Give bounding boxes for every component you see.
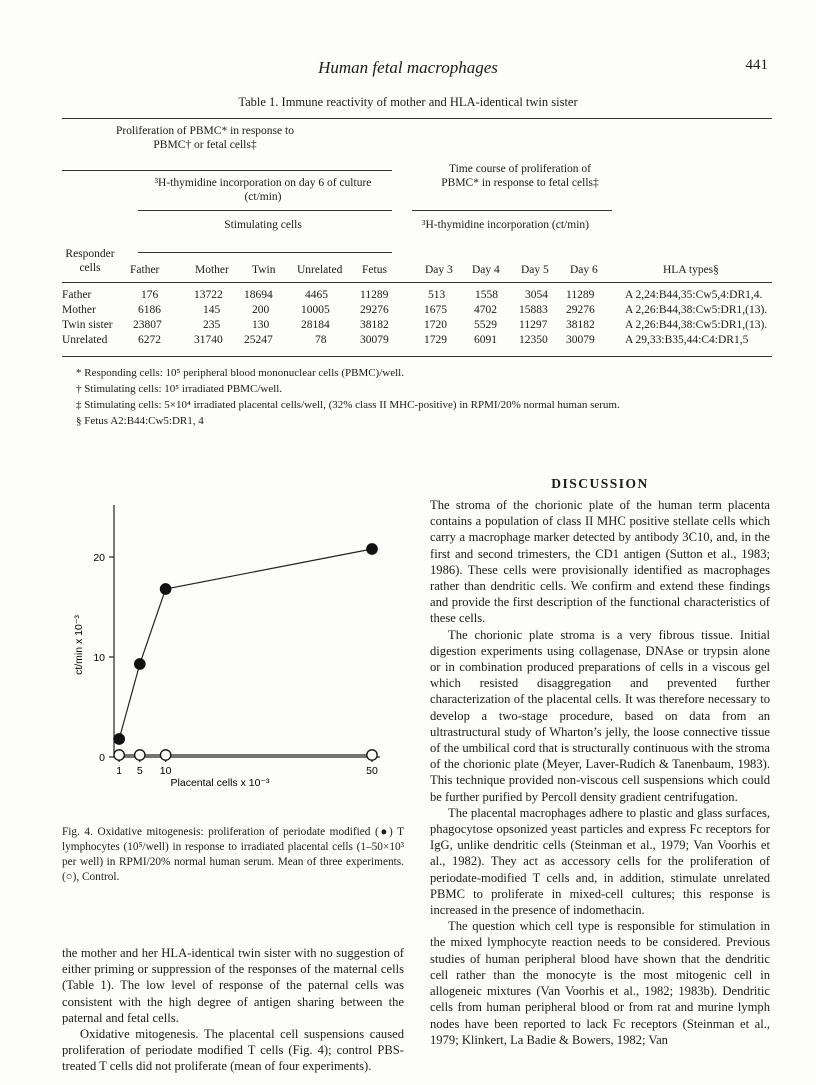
series-line-0 [119,549,372,739]
table-cell: 11289 [566,289,595,301]
table-cell: 11297 [519,319,548,331]
figure-caption: Fig. 4. Oxidative mitogenesis: proliferation of periodate modified (●) T lymphocytes (10⁵/well) in response to irradiated placental cells (1–50×10³ per well) in RPMI/20% normal human serum. Mean of three experiments. (○), Control. [62,826,404,883]
table-cell: 30079 [360,334,389,346]
table-cell: 5529 [474,319,497,331]
time-course-header: Time course of proliferation of PBMC* in response to fetal cells‡ [441,163,599,189]
responder-header: Responder cells [65,248,115,274]
table-cell: 4702 [474,304,497,316]
col-day3: Day 3 [425,264,453,276]
data-point-open [160,750,170,760]
table-cell: 23807 [133,319,162,331]
table-cell: 513 [428,289,446,301]
hla-type: A 29,33:B35,44:C4:DR1,5 [625,334,749,346]
data-point-open [114,750,124,760]
table-cell: 28184 [301,319,330,331]
hla-type: A 2,26:B44,38:Cw5:DR1,(13). [625,319,768,331]
y-axis-label: ct/min x 10⁻³ [73,615,85,675]
table-cell: 30079 [566,334,595,346]
table-rule-stimulating [138,252,392,253]
table-cell: 15883 [519,304,548,316]
time-course-subheader: ³H-thymidine incorporation (ct/min) [422,219,589,231]
x-tick-label: 1 [116,765,123,777]
col-day6: Day 6 [570,264,598,276]
table-cell: 1558 [475,289,498,301]
paragraph: Oxidative mitogenesis. The placental cell suspensions caused proliferation of periodate modified T cells (Fig. 4); control PBS-treated T cells did not proliferate (mean of four experiments). [62,1027,404,1074]
table-footnote: * Responding cells: 10⁵ peripheral blood mononuclear cells (PBMC)/well. [76,367,404,379]
table-cell: 1675 [424,304,447,316]
col-twin: Twin [252,264,276,276]
table-header-rule [62,282,772,283]
data-point-filled [135,659,145,669]
table-cell: 6272 [138,334,161,346]
col-mother: Mother [195,264,229,276]
col-day4: Day 4 [472,264,500,276]
table-cell: 145 [203,304,221,316]
table-cell: 13722 [194,289,223,301]
x-tick-label: 50 [366,765,378,777]
figure-4-chart [60,495,400,790]
table-rule-left [62,170,392,171]
table-cell: 38182 [566,319,595,331]
responder-father: Father [62,289,92,301]
thymidine-header: ³H-thymidine incorporation on day 6 of culture (ct/min) [154,177,372,203]
table-cell: 3054 [525,289,548,301]
table-cell: 235 [203,319,221,331]
paragraph: The stroma of the chorionic plate of the human term placenta contains a population of class II MHC positive stellate cells which carry a macrophage marker detected by antibody 3C10, and, in the first and second trimesters, the CD1 antigen (Sutton et al., 1983; 1986). These cells were provisionally identified as macrophages rather than dendritic cells. We confirm and extend these findings and provide the first description of the functional characteristics of these cells. [430,498,770,626]
table-cell: 25247 [244,334,273,346]
table-cell: 29276 [360,304,389,316]
table-cell: 38182 [360,319,389,331]
paragraph: The placental macrophages adhere to plastic and glass surfaces, phagocytose opsonized yeast particles and express Fc receptors for IgG, unlike dendritic cells (Steinman et al., 1979; Van Voorhis et al., 1982). They act as accessory cells for the proliferation of periodate-modified T cells and, in addition, stimulate unrelated PBMC to proliferate in mixed-cell cultures; this response is increased in the presence of indomethacin. [430,805,770,918]
table-rule-timecourse [412,210,612,211]
x-axis-label: Placental cells x 10⁻³ [170,777,270,789]
y-tick-label: 10 [93,652,105,664]
page-number: 441 [745,57,768,73]
left-column-text [62,945,404,1075]
paragraph: the mother and her HLA-identical twin sister with no suggestion of either priming or suppression of the responses of the maternal cells (Table 1). The low level of response of the paternal cells was consistent with the high degree of antigen sharing between the paternal and fetal cells. [62,946,404,1025]
data-point-filled [367,544,377,554]
table-cell: 12350 [519,334,548,346]
running-header-title: Human fetal macrophages [318,58,498,77]
table-cell: 200 [252,304,270,316]
col-father: Father [130,264,160,276]
table-footnote: † Stimulating cells: 10⁵ irradiated PBMC/well. [76,383,283,395]
y-tick-label: 20 [93,552,105,564]
col-fetus: Fetus [362,264,387,276]
table-cell: 4465 [305,289,328,301]
col-hla: HLA types§ [663,264,719,276]
table-cell: 29276 [566,304,595,316]
x-tick-label: 10 [159,765,172,777]
x-tick-label: 5 [136,765,143,777]
table-cell: 1720 [424,319,447,331]
stimulating-cells-header: Stimulating cells [224,219,302,231]
table-cell: 78 [315,334,327,346]
discussion-text [430,497,770,1048]
responder-twin-sister: Twin sister [62,319,113,331]
hla-type: A 2,26:B44,38:Cw5:DR1,(13). [625,304,768,316]
paragraph: The chorionic plate stroma is a very fibrous tissue. Initial digestion experiments using collagenase, DNAse or trypsin alone or in combination produced preparations of cells in a viscous gel which resisted disaggregation and prevented further characterization of the placental cells. It was therefore necessary to develop a two-stage procedure, based on data from an ultrastructural study of Wharton’s jelly, the loose connective tissue of the umbilical cord that is structurally continuous with the stroma of the chorionic plate (Meyer, Laver-Rudich & Tanenbaum, 1983). This technique provided non-viscous cell suspensions which could be further purified by Percoll density gradient centrifugation. [430,627,770,804]
table-rule-thymidine [138,210,392,211]
table-cell: 1729 [424,334,447,346]
col-unrelated: Unrelated [297,264,343,276]
table-cell: 6091 [474,334,497,346]
data-point-open [135,750,145,760]
table-cell: 176 [141,289,159,301]
table-bottom-rule [62,356,772,357]
table-cell: 31740 [194,334,223,346]
table-caption: Table 1. Immune reactivity of mother and HLA-identical twin sister [238,95,578,109]
data-point-open [367,750,377,760]
table-cell: 6186 [138,304,161,316]
table-cell: 10005 [301,304,330,316]
discussion-heading: DISCUSSION [551,476,649,491]
data-point-filled [114,734,124,744]
proliferation-header: Proliferation of PBMC* in response to PBMC† or fetal cells‡ [116,125,294,151]
y-tick-label: 0 [99,752,105,764]
data-point-filled [160,584,170,594]
col-day5: Day 5 [521,264,549,276]
table-footnote: § Fetus A2:B44:Cw5:DR1, 4 [76,415,204,427]
responder-mother: Mother [62,304,96,316]
hla-type: A 2,24:B44,35:Cw5,4:DR1,4. [625,289,763,301]
responder-unrelated: Unrelated [62,334,108,346]
paragraph: The question which cell type is responsible for stimulation in the mixed lymphocyte reaction needs to be considered. Previous studies of human peripheral blood have shown that the dendritic cell rather than the monocyte is the most mitogenic cell in allogeneic mixtures (Van Voorhis et al., 1982; 1983b). Dendritic cells from human peripheral blood or from rat and murine lymph nodes have been reported to lack Fc receptors (Steinman et al., 1979; Klinkert, La Badie & Bowers, 1982; Van [430,919,770,1047]
table-cell: 11289 [360,289,389,301]
table-top-rule [62,118,772,119]
table-footnote: ‡ Stimulating cells: 5×10⁴ irradiated placental cells/well, (32% class II MHC-positive) in RPMI/20% normal human serum. [76,399,620,411]
table-cell: 18694 [244,289,273,301]
table-cell: 130 [252,319,270,331]
